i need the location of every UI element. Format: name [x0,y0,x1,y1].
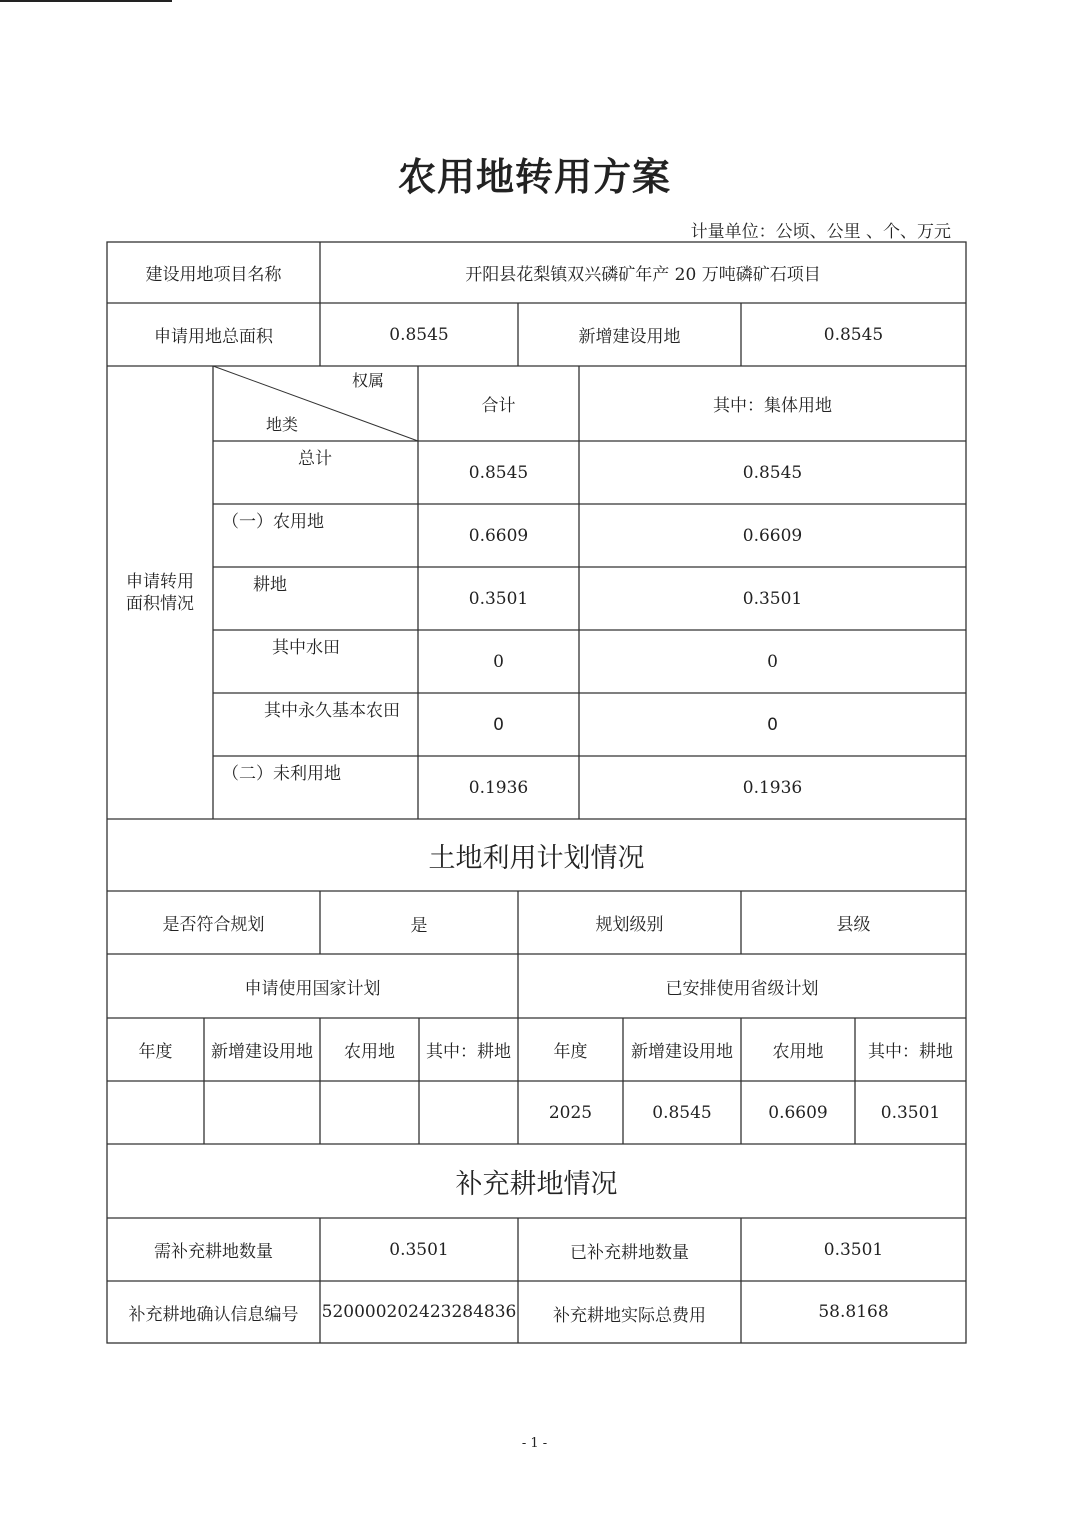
done-supplement-value: 0.3501 [823,1239,884,1260]
row-unused-collective: 0.1936 [742,777,803,798]
new-construction-label: 新增建设用地 [578,327,681,347]
provincial-new-construction-header: 新增建设用地 [631,1042,733,1062]
national-year-header: 年度 [138,1042,173,1062]
conversion-section-label [107,366,213,819]
confirm-id-label: 补充耕地确认信息编号 [128,1304,299,1325]
header-rule [0,0,172,2]
national-plan-label: 申请使用国家计划 [244,978,381,999]
row-permanent-label: 其中永久基本农田 [264,701,400,721]
actual-cost-value: 58.8168 [818,1302,889,1322]
done-supplement-label: 已补充耕地数量 [570,1243,689,1263]
need-supplement-value: 0.3501 [389,1239,449,1260]
project-name-value: 开阳县花梨镇双兴磷矿年产 20 万吨磷矿石项目 [465,265,821,285]
row-unused-label: （二）未利用地 [222,764,341,784]
page-number: - 1 - [521,1436,548,1451]
national-farmland-header: 农用地 [344,1042,395,1062]
national-new-construction-header: 新增建设用地 [211,1042,313,1062]
national-new-construction-value [204,1081,320,1144]
confirm-id-value: 520000202423284836 [321,1302,517,1322]
row-cultivated-label: 耕地 [253,575,287,595]
conform-label: 是否符合规划 [162,915,265,935]
provincial-year-value: 2025 [548,1102,593,1123]
row-permanent-total: 0 [493,714,504,735]
project-name-label: 建设用地项目名称 [145,265,282,285]
col-collective-header: 其中：集体用地 [713,396,832,416]
row-paddy-label: 其中水田 [272,638,340,658]
new-construction-value: 0.8545 [823,324,884,345]
col-total-header: 合计 [481,396,516,416]
provincial-farmland-value: 0.6609 [768,1102,828,1123]
row-total-label: 总计 [298,449,332,469]
national-cultivated-value [419,1081,518,1144]
national-cultivated-header: 其中：耕地 [426,1042,511,1062]
provincial-new-construction-value: 0.8545 [652,1102,712,1123]
row-unused-total: 0.1936 [468,777,529,798]
need-supplement-label: 需补充耕地数量 [154,1242,273,1262]
level-value: 县级 [836,915,871,935]
actual-cost-label: 补充耕地实际总费用 [553,1306,706,1326]
row-total-collective: 0.8545 [742,462,803,483]
row-farmland-label: （一）农用地 [222,512,324,532]
provincial-farmland-header: 农用地 [772,1042,824,1062]
provincial-year-header: 年度 [553,1042,588,1062]
level-label: 规划级别 [595,915,664,935]
total-area-value: 0.8545 [389,324,449,345]
row-farmland-total: 0.6609 [468,525,529,546]
row-paddy-collective: 0 [767,651,778,672]
conform-value: 是 [410,916,428,936]
provincial-cultivated-header: 其中：耕地 [868,1042,953,1062]
supplement-section-title: 补充耕地情况 [455,1168,618,1200]
national-year-value [107,1081,204,1144]
total-area-label: 申请用地总面积 [154,327,273,347]
units-note: 计量单位：公顷、公里 、个、万元 [690,222,951,242]
row-cultivated-collective: 0.3501 [742,588,803,609]
row-total-total: 0.8545 [468,462,529,483]
conversion-section-label-text: 申请转用面积情况 [126,571,194,614]
provincial-cultivated-value: 0.3501 [880,1102,941,1123]
page-title: 农用地转用方案 [397,155,671,199]
provincial-plan-label: 已安排使用省级计划 [665,978,819,999]
national-farmland-value [320,1081,419,1144]
row-farmland-collective: 0.6609 [742,525,803,546]
row-cultivated-total: 0.3501 [468,588,529,609]
header-landtype-label: 地类 [266,415,299,434]
plan-section-title: 土地利用计划情况 [428,842,645,874]
row-permanent-collective: 0 [767,714,778,735]
row-paddy-total: 0 [493,651,504,672]
header-owner-label: 权属 [352,371,385,390]
